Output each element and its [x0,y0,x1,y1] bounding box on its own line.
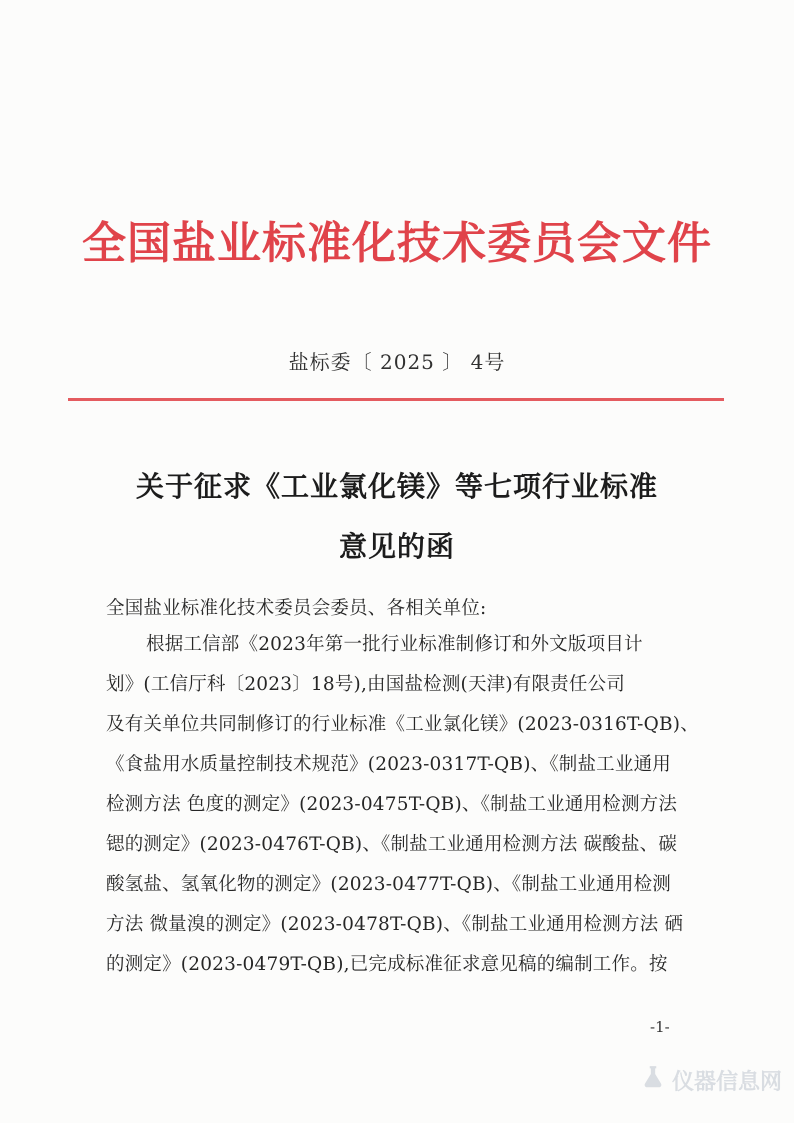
watermark-label: 仪器信息网 [672,1069,783,1095]
document-number: 盐标委〔 2025 〕 4号 [288,350,506,374]
watermark [640,1064,782,1096]
body-line: 方法 微量溴的测定》(2023-0478T-QB)、《制盐工业通用检测方法 硒 [106,914,684,935]
body-line: 及有关单位共同制修订的行业标准《工业氯化镁》(2023-0316T-QB)、 [106,714,699,735]
body-line: 《食盐用水质量控制技术规范》(2023-0317T-QB)、《制盐工业通用 [106,754,671,775]
flask-icon [640,1064,666,1096]
body-line: 根据工信部《2023年第一批行业标准制修订和外文版项目计 [146,634,643,655]
salutation: 全国盐业标准化技术委员会委员、各相关单位: [106,598,487,619]
body-line: 酸氢盐、氢氧化物的测定》(2023-0477T-QB)、《制盐工业通用检测 [106,874,671,895]
document-title-line-2: 意见的函 [338,530,455,563]
red-divider-line [68,398,724,401]
body-line: 划》(工信厅科〔2023〕18号),由国盐检测(天津)有限责任公司 [106,674,625,695]
page-number: -1- [650,1018,670,1036]
issuer-header-title: 全国盐业标准化技术委员会文件 [82,218,712,269]
body-line: 检测方法 色度的测定》(2023-0475T-QB)、《制盐工业通用检测方法 [106,794,678,815]
body-line: 锶的测定》(2023-0476T-QB)、《制盐工业通用检测方法 碳酸盐、碳 [106,834,678,855]
body-line: 的测定》(2023-0479T-QB),已完成标准征求意见稿的编制工作。按 [106,954,668,975]
document-title-line-1: 关于征求《工业氯化镁》等七项行业标准 [135,470,658,503]
